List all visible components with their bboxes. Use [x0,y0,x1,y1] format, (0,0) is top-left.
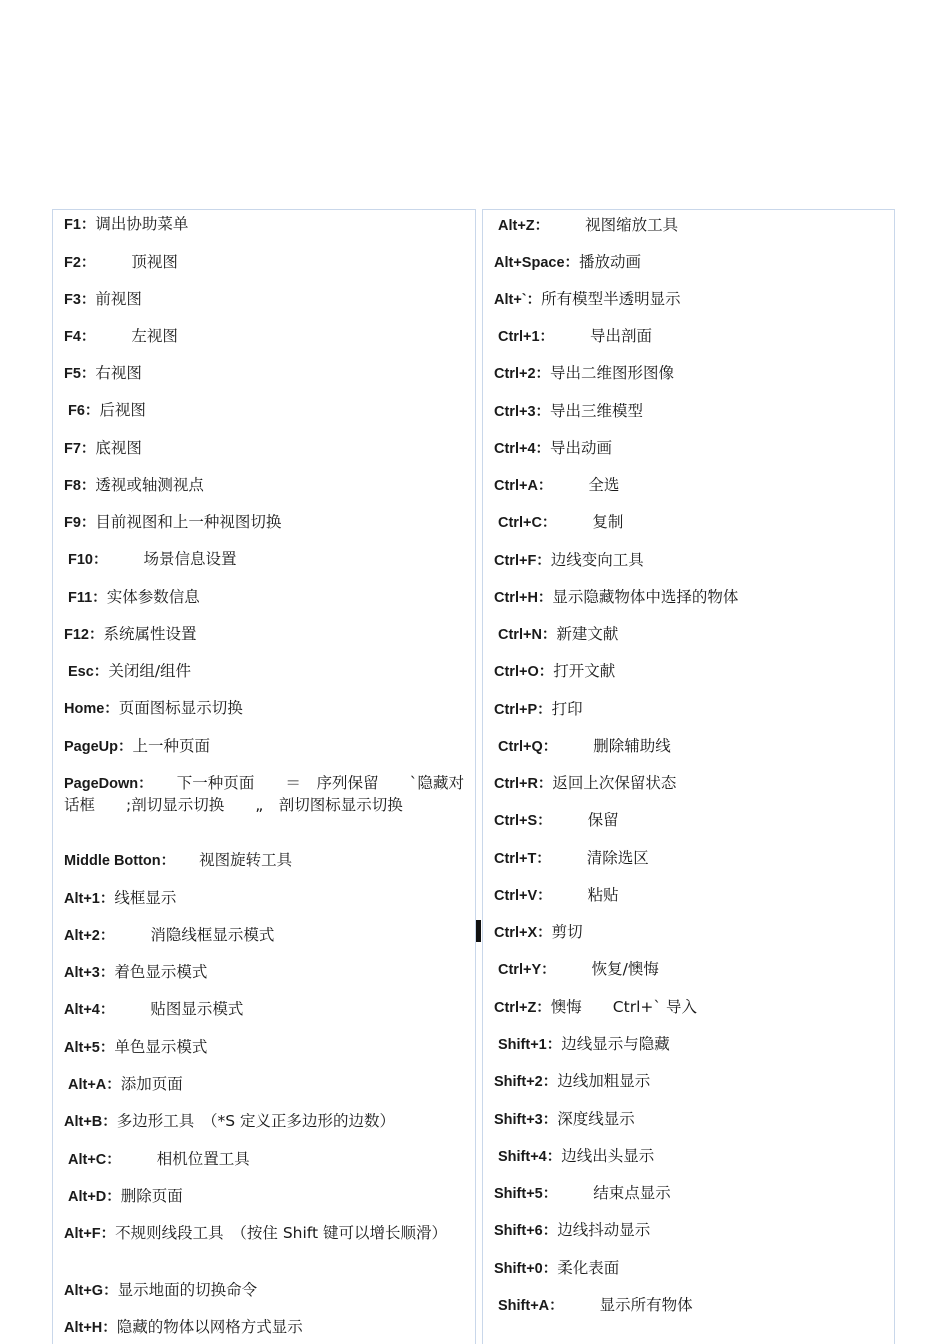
shortcut-row [64,214,464,236]
shortcut-description: 返回上次保留状态 [552,774,677,792]
shortcut-row [494,1034,883,1056]
shortcut-key: F6： [68,403,100,419]
shortcut-row [494,848,883,870]
shortcut-key: Ctrl+Q： [498,739,558,755]
shortcut-key: Ctrl+H： [494,590,553,606]
shortcut-description: 导出二维图形图像 [550,364,675,382]
shortcut-row [494,736,883,758]
shortcut-row [494,1109,883,1131]
shortcut-description: 边线抖动显示 [557,1221,651,1239]
shortcut-key: Ctrl+N： [498,627,557,643]
shortcut-row [64,1317,464,1339]
shortcut-description: 显示地面的切换命令 [117,1281,258,1299]
shortcut-description: 页面图标显示切换 [118,699,243,717]
shortcut-row [494,699,883,721]
shortcut-key: F1： [64,217,96,233]
shortcut-description: 播放动画 [579,253,642,271]
shortcut-description: 结束点显示 [593,1184,671,1202]
shortcut-description: 懊悔 Ctrl+` 导入 [550,998,698,1016]
shortcut-row [64,999,464,1021]
shortcut-description: 柔化表面 [557,1259,620,1277]
shortcut-key: Ctrl+2： [494,366,551,382]
shortcut-description: 显示所有物体 [599,1296,693,1314]
shortcut-key: Shift+6： [494,1223,558,1239]
shortcut-key: Ctrl+A： [494,478,553,494]
shortcut-key: Shift+0： [494,1261,558,1277]
shortcut-row [494,550,883,572]
shortcut-row [64,400,464,422]
shortcut-row [494,624,883,646]
shortcut-key: F4： [64,329,96,345]
shortcut-row [494,215,883,237]
shortcut-description: 删除辅助线 [593,737,671,755]
shortcut-row [64,252,464,274]
shortcut-key: Alt+H： [64,1320,117,1336]
shortcut-description: 恢复/懊悔 [591,960,659,978]
shortcut-row [494,1071,883,1093]
shortcut-key: F11： [68,590,107,606]
shortcut-row [494,438,883,460]
shortcut-key: Ctrl+O： [494,664,554,680]
shortcut-key: Ctrl+4： [494,441,551,457]
shortcut-key: Shift+1： [498,1037,562,1053]
shortcut-key: F2： [64,255,96,271]
shortcut-description: 删除页面 [120,1187,183,1205]
shortcut-description: 消隐线框显示模式 [150,926,275,944]
shortcut-key: Alt+`： [494,292,542,308]
shortcut-key: Home： [64,701,119,717]
shortcut-key: Shift+4： [498,1149,562,1165]
shortcut-description: 添加页面 [120,1075,183,1093]
shortcut-description: 边线变向工具 [550,551,644,569]
shortcut-row [64,512,464,534]
shortcut-key: PageUp： [64,739,133,755]
shortcut-row [494,1258,883,1280]
shortcut-row [494,1146,883,1168]
shortcut-key: Esc： [68,664,109,680]
shortcut-key: Alt+C： [68,1152,121,1168]
shortcut-description: 上一种页面 [132,737,211,755]
shortcut-key: F10： [68,552,108,568]
shortcut-key: Ctrl+1： [498,329,555,345]
shortcut-description: 边线显示与隐藏 [561,1035,670,1053]
shortcut-row [494,289,883,311]
shortcut-row [64,661,464,683]
shortcut-row [64,475,464,497]
shortcut-key: Ctrl+Z： [494,1000,551,1016]
shortcut-description: 视图旋转工具 [199,851,293,869]
shortcut-row [494,326,883,348]
shortcut-description: 边线加粗显示 [557,1072,651,1090]
shortcut-row [64,1186,464,1208]
shortcut-description: 调出协助菜单 [95,215,189,233]
shortcut-key: F5： [64,366,96,382]
shortcut-key: Ctrl+P： [494,702,552,718]
shortcut-row [494,1220,883,1242]
shortcut-key: F7： [64,441,96,457]
shortcut-description: 后视图 [99,401,146,419]
shortcut-description: 导出动画 [550,439,613,457]
shortcut-key: Ctrl+S： [494,813,552,829]
shortcut-row [64,1280,464,1302]
shortcut-description: 视图缩放工具 [585,216,679,234]
shortcut-row [494,512,883,534]
shortcut-key: Shift+3： [494,1112,558,1128]
shortcut-description: 关闭组/组件 [108,662,192,680]
shortcut-row [64,698,464,720]
shortcut-row [64,289,464,311]
shortcut-key: Alt+A： [68,1077,121,1093]
shortcut-key: Ctrl+F： [494,553,551,569]
shortcut-key: Alt+Z： [498,218,550,234]
shortcut-description: 目前视图和上一种视图切换 [95,513,282,531]
shortcut-description: 导出三维模型 [550,402,644,420]
shortcut-description: 着色显示模式 [114,963,208,981]
shortcut-key: Ctrl+R： [494,776,553,792]
shortcut-description: 相机位置工具 [156,1150,250,1168]
shortcut-row [64,888,464,910]
shortcut-key: F8： [64,478,96,494]
shortcut-key: Alt+G： [64,1283,118,1299]
shortcut-description: 剪切 [551,923,583,941]
shortcut-description: 前视图 [95,290,142,308]
shortcut-description: 实体参数信息 [106,588,200,606]
shortcut-row [494,475,883,497]
shortcut-row [64,925,464,947]
shortcut-key: Ctrl+Y： [498,962,556,978]
shortcut-key: F9： [64,515,96,531]
shortcut-description: 多边形工具 （*S 定义正多边形的边数） [116,1112,396,1130]
shortcut-description: 不规则线段工具 （按住 Shift 键可以增长顺滑） [115,1224,447,1242]
shortcut-row [64,850,464,872]
shortcut-key: Alt+F： [64,1226,116,1242]
shortcut-key: Alt+4： [64,1002,115,1018]
shortcut-key: PageDown： [64,776,153,792]
shortcut-description: 新建文献 [556,625,619,643]
shortcut-description: 左视图 [131,327,178,345]
shortcut-key: Ctrl+3： [494,404,551,420]
shortcut-description: 打印 [551,700,583,718]
shortcut-description: 底视图 [95,439,142,457]
shortcut-description: 场景信息设置 [143,550,237,568]
shortcut-row [494,885,883,907]
shortcut-key: Alt+1： [64,891,115,907]
text-cursor-mark [476,920,481,942]
shortcut-key: Shift+A： [498,1298,564,1314]
shortcut-description: 清除选区 [586,849,649,867]
shortcut-key: Alt+3： [64,965,115,981]
shortcut-row [64,438,464,460]
shortcut-key: Alt+2： [64,928,115,944]
shortcut-row [494,401,883,423]
shortcut-description: 下一种页面 ＝ 序列保留 `隐藏对话框 ;剖切显示切换 „ 剖切图标显示切换 [64,774,464,814]
shortcut-description: 全选 [588,476,620,494]
shortcut-key: Ctrl+V： [494,888,552,904]
shortcut-row [64,773,464,816]
shortcut-key: Ctrl+T： [494,851,551,867]
shortcut-description: 顶视图 [131,253,178,271]
shortcut-row [494,773,883,795]
shortcut-key: F12： [64,627,104,643]
left-shortcut-column [52,209,476,1344]
shortcut-description: 粘贴 [587,886,619,904]
shortcut-key: Alt+Space： [494,255,580,271]
shortcut-description: 系统属性设置 [103,625,197,643]
shortcut-description: 所有模型半透明显示 [541,290,681,308]
shortcut-description: 复制 [592,513,624,531]
shortcut-row [494,1295,883,1317]
shortcut-key: Alt+5： [64,1040,115,1056]
shortcut-key: Alt+B： [64,1114,117,1130]
shortcut-description: 打开文献 [553,662,616,680]
shortcut-key: Ctrl+X： [494,925,552,941]
shortcut-row [64,1223,464,1245]
shortcut-row [64,1149,464,1171]
shortcut-row [494,252,883,274]
shortcut-key: Ctrl+C： [498,515,557,531]
shortcut-row [494,661,883,683]
shortcut-key: Shift+5： [494,1186,558,1202]
shortcut-description: 显示隐藏物体中选择的物体 [552,588,739,606]
shortcut-row [64,624,464,646]
shortcut-row [494,997,883,1019]
shortcut-row [494,922,883,944]
shortcut-row [494,587,883,609]
shortcut-description: 导出剖面 [590,327,653,345]
shortcut-description: 透视或轴测视点 [95,476,204,494]
shortcut-row [494,1183,883,1205]
shortcut-description: 贴图显示模式 [150,1000,244,1018]
shortcut-row [64,1037,464,1059]
shortcut-description: 保留 [587,811,619,829]
shortcut-description: 线框显示 [114,889,177,907]
shortcut-description: 边线出头显示 [561,1147,655,1165]
shortcut-description: 深度线显示 [557,1110,635,1128]
shortcut-row [64,1074,464,1096]
shortcut-row [64,736,464,758]
shortcut-key: Alt+D： [68,1189,121,1205]
right-shortcut-column [482,209,895,1344]
shortcut-description: 单色显示模式 [114,1038,208,1056]
shortcut-key: Middle Botton： [64,853,176,869]
shortcut-row [64,326,464,348]
shortcut-row [64,549,464,571]
shortcut-row [64,587,464,609]
shortcut-row [494,810,883,832]
shortcut-row [64,363,464,385]
shortcut-row [494,959,883,981]
shortcut-row [64,1111,464,1133]
shortcut-description: 隐藏的物体以网格方式显示 [116,1318,303,1336]
shortcut-key: Shift+2： [494,1074,558,1090]
shortcut-description: 右视图 [95,364,142,382]
shortcut-key: F3： [64,292,96,308]
shortcut-row [64,962,464,984]
shortcut-row [494,363,883,385]
